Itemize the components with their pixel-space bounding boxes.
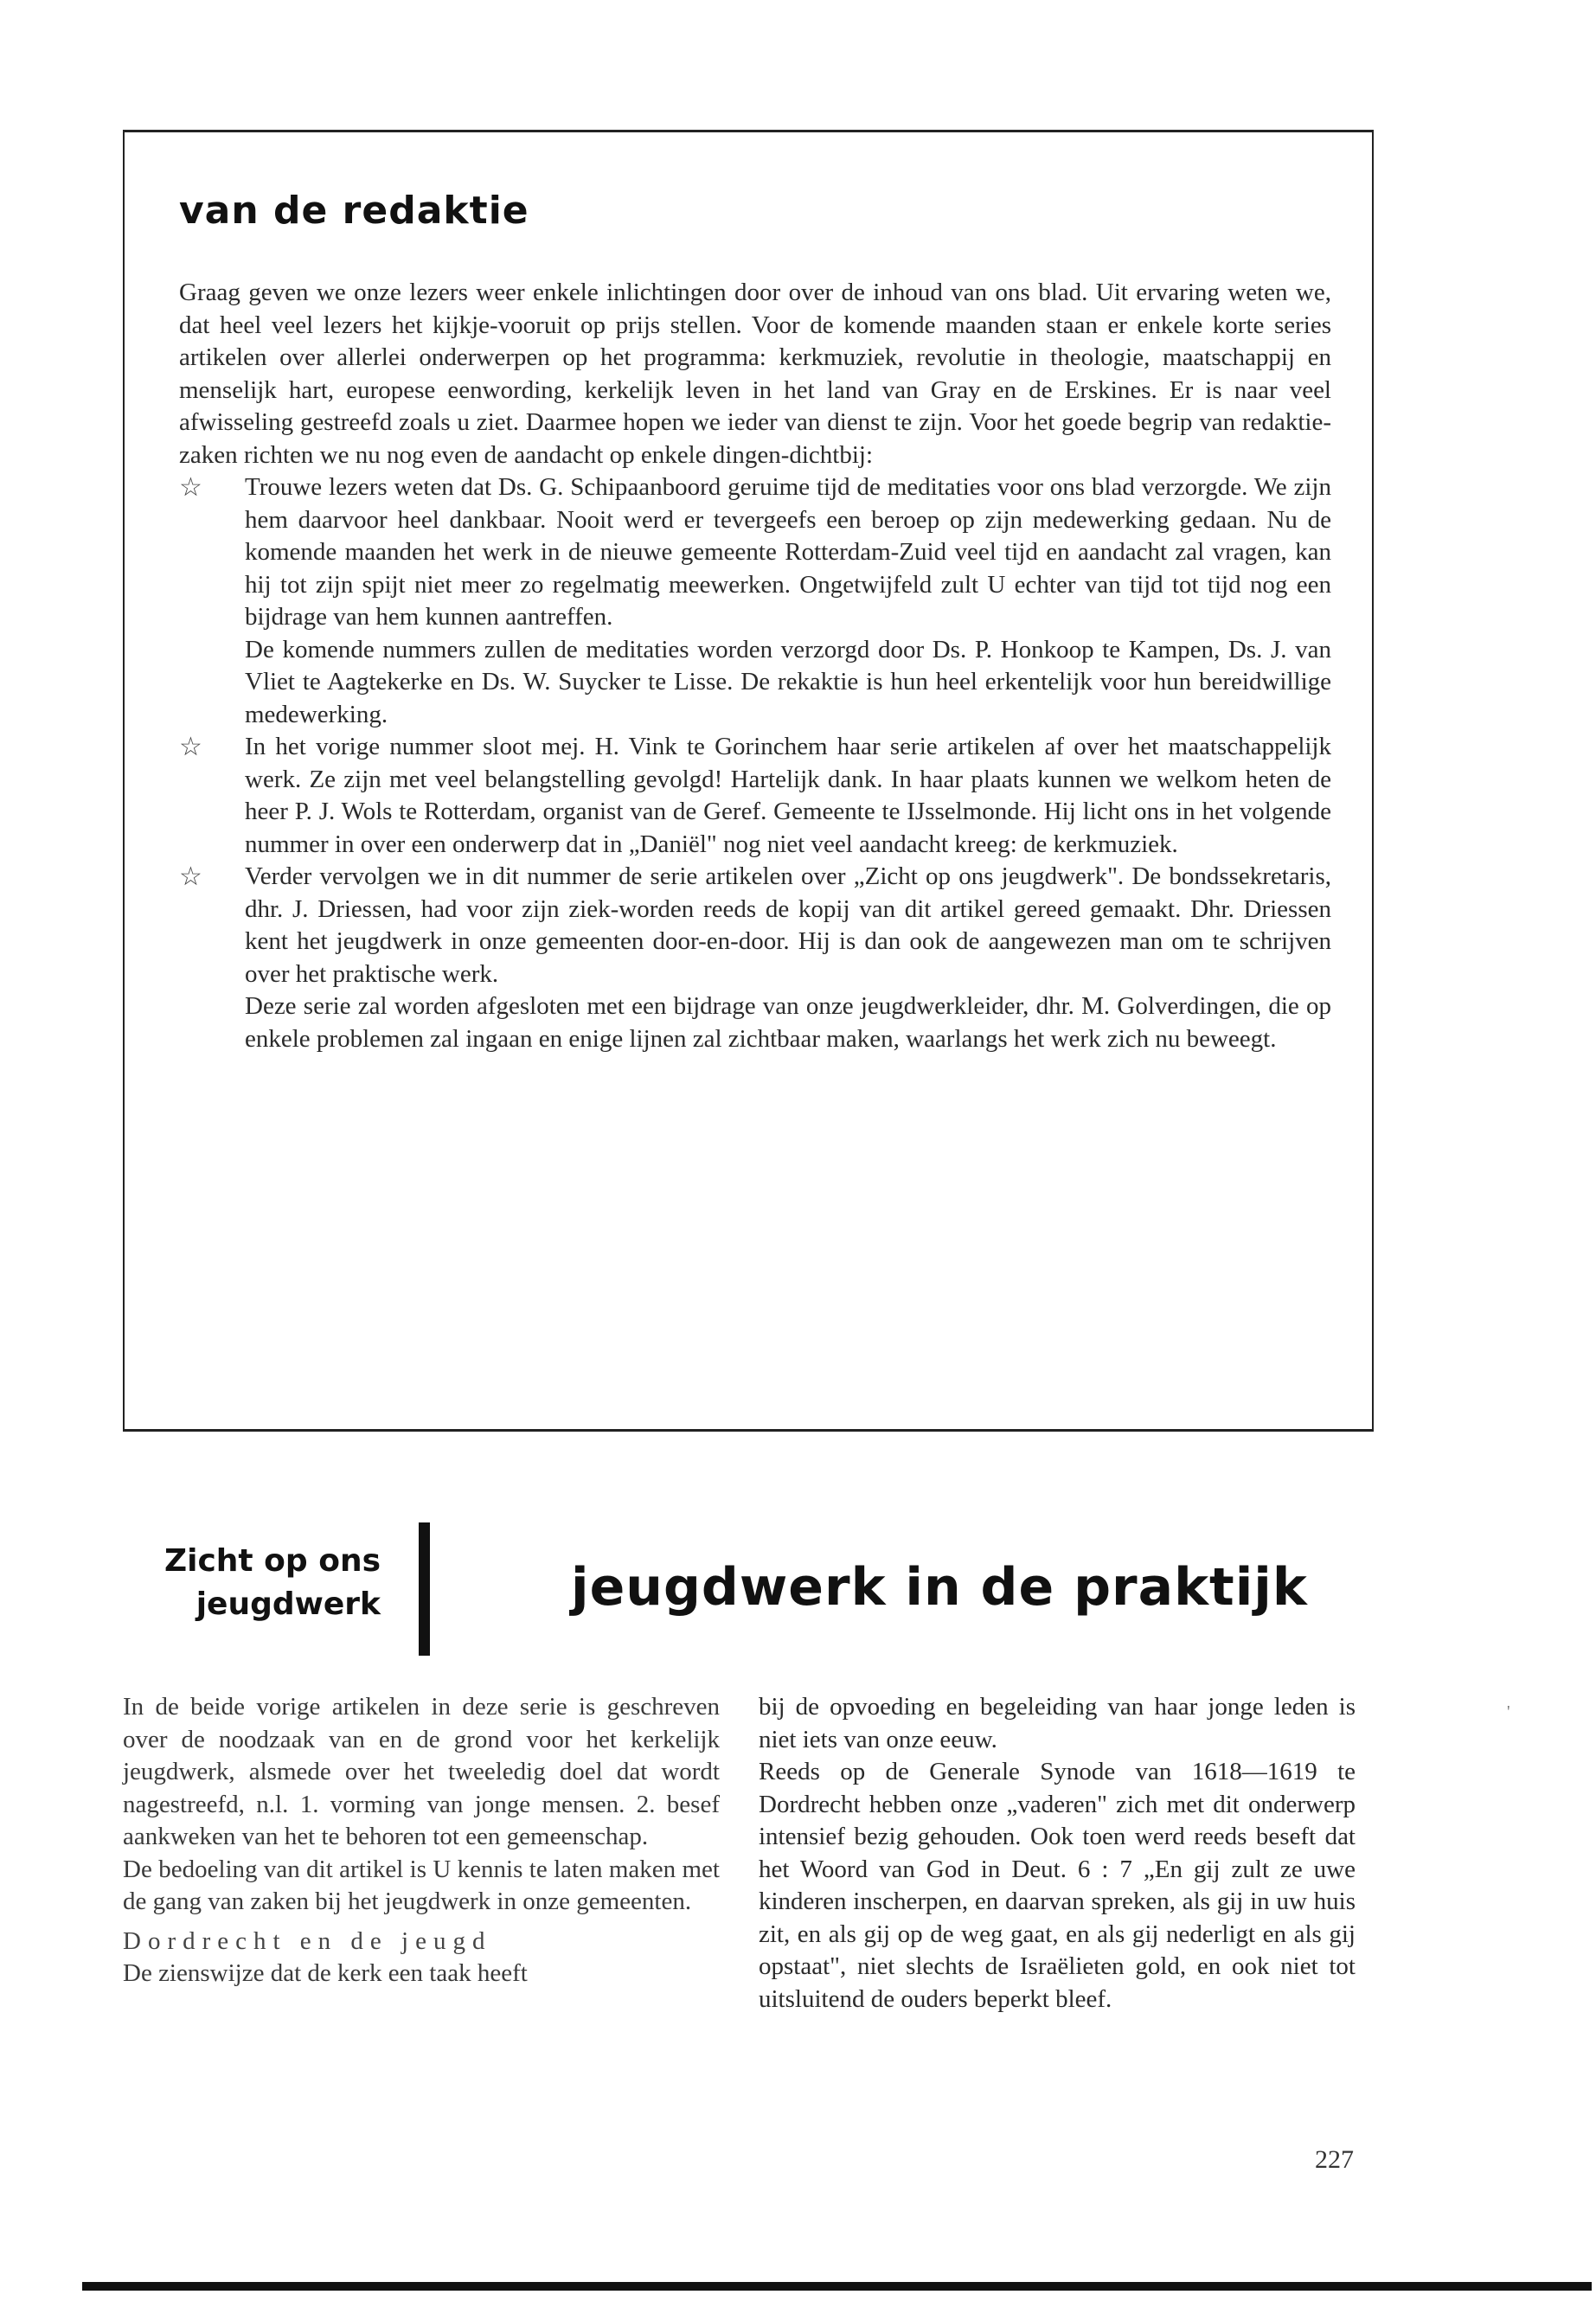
editorial-body <box>179 277 1331 1055</box>
editorial-item <box>179 861 1331 1055</box>
star-outline-icon: ☆ <box>179 472 202 503</box>
star-outline-icon: ☆ <box>179 732 202 762</box>
editorial-item <box>179 731 1331 861</box>
article-headline: jeugdwerk in de praktijk <box>571 1557 1308 1618</box>
editorial-item-text-continued: Deze serie zal worden afgesloten met een bijdrage van onze jeugdwerkleider, dhr. M. Golverdingen, die op enkele problemen zal ingaan en enige lijnen zal zichtbaar maken, waarlangs het werk zich nu beweegt. <box>245 992 1331 1053</box>
series-kicker <box>121 1540 381 1626</box>
bottom-rule <box>82 2282 1592 2291</box>
editorial-item-text: In het vorige nummer sloot mej. H. Vink te Gorinchem haar serie artikelen af over het maatschappelijk werk. Ze zijn met veel belangstelling gevolgd! Hartelijk dank. In haar plaats kunnen we welkom heten de heer P. J. Wols te Rotterdam, organist van de Geref. Gemeente te IJsselmonde. Hij licht ons in het volgende nummer in over een onderwerp dat in „Daniël" nog niet veel aandacht kreeg: de kerkmuziek. <box>245 733 1331 858</box>
article-paragraph: In de beide vorige artikelen in deze serie is geschreven over de noodzaak van en de grond voor het kerkelijk jeugdwerk, alsmede over het tweeledig doel dat wordt nagestreefd, n.l. 1. vorming van jonge mensen. 2. besef aankweken van het te behoren tot een gemeenschap. <box>123 1693 720 1850</box>
editorial-item <box>179 471 1331 731</box>
editorial-item-text-continued: De komende nummers zullen de meditaties worden verzorgd door Ds. P. Honkoop te Kampen, Ds. J. van Vliet te Aagtekerke en Ds. W. Suycker te Lisse. De rekaktie is hun heel erkentelijk voor hun bereidwillige medewerking. <box>245 635 1331 728</box>
editorial-item-text: Verder vervolgen we in dit nummer de serie artikelen over „Zicht op ons jeugdwerk". De bondssekretaris, dhr. J. Driessen, had voor zijn ziek-worden reeds de kopij van dit artikel gereed gemaakt. Dhr. Driessen kent het jeugdwerk in onze gemeenten door-en-door. Hij is dan ook de aangewezen man om te schrijven over het praktische werk. <box>245 862 1331 988</box>
star-outline-icon: ☆ <box>179 862 202 892</box>
vertical-divider <box>419 1522 430 1656</box>
editorial-title: van de redaktie <box>179 189 529 233</box>
article-paragraph: bij de opvoeding en begeleiding van haar jonge leden is niet iets van onze eeuw. <box>759 1693 1356 1753</box>
editorial-intro: Graag geven we onze lezers weer enkele inlichtingen door over de inhoud van ons blad. Uit ervaring weten we, dat heel veel lezers het kijkje-vooruit op prijs stellen. Voor de komende maanden staan er enkele korte series artikelen over allerlei onderwerpen op het programma: kerkmuziek, revolutie in theologie, maatschappij en menselijk hart, europese eenwording, kerkelijk leven in het land van Gray en de Erskines. Er is naar veel afwisseling gestreefd zoals u ziet. Daarmee hopen we ieder van dienst te zijn. Voor het goede begrip van redaktie-zaken richten we nu nog even de aandacht op enkele dingen-dichtbij: <box>179 279 1331 469</box>
margin-mark: ' <box>1507 1702 1510 1721</box>
kicker-line: jeugdwerk <box>195 1586 381 1622</box>
editorial-item-text: Trouwe lezers weten dat Ds. G. Schipaanboord geruime tijd de meditaties voor ons blad verzorgde. We zijn hem daarvoor heel dankbaar. Nooit werd er tevergeefs een beroep op zijn medewerking gedaan. Nu de komende maanden het werk in de nieuwe gemeente Rotterdam-Zuid veel tijd en aandacht zal vragen, kan hij tot zijn spijt niet meer zo regelmatig meewerken. Ongetwijfeld zult U echter van tijd tot tijd nog een bijdrage van hem kunnen aantreffen. <box>245 473 1331 631</box>
page-number: 227 <box>1315 2145 1354 2174</box>
article-subheading: Dordrecht en de jeugd <box>123 1926 492 1955</box>
article-paragraph: De zienswijze dat de kerk een taak heeft <box>123 1959 528 1987</box>
kicker-line: Zicht op ons <box>164 1543 381 1579</box>
article-paragraph: De bedoeling van dit artikel is U kennis te laten maken met de gang van zaken bij het jeugdwerk in onze gemeenten. <box>123 1855 720 1915</box>
article-paragraph: Reeds op de Generale Synode van 1618—1619 te Dordrecht hebben onze „vaderen" zich met dit onderwerp intensief bezig gehouden. Ook toen werd reeds beseft dat het Woord van God in Deut. 6 : 7 „En gij zult ze uwe kinderen inscherpen, en daarvan spreken, als gij in uw huis zit, en als gij op de weg gaat, en als gij nederligt en als gij opstaat", niet slechts de Israëlieten gold, en ook niet tot uitsluitend de ouders beperkt bleef. <box>759 1758 1356 2013</box>
article-column-left <box>123 1691 720 1990</box>
article-header <box>0 1522 1596 1661</box>
editorial-box <box>123 130 1374 1432</box>
article-column-right <box>759 1691 1356 2016</box>
